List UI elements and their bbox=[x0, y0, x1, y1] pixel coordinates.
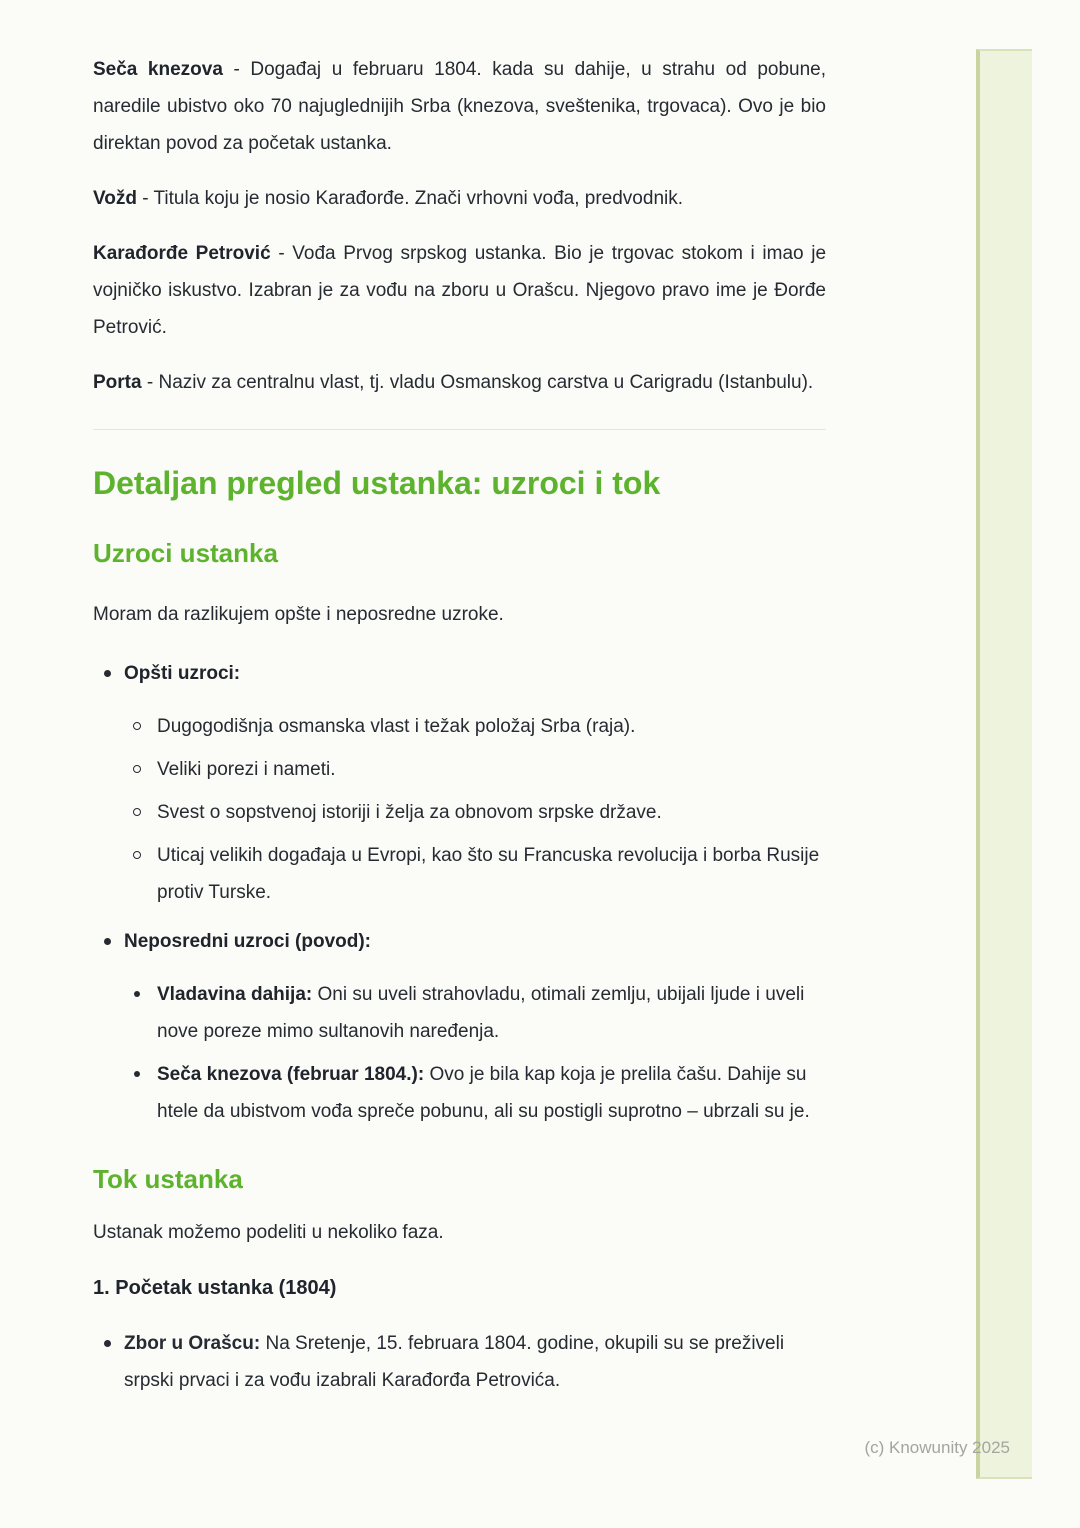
list-item: Svest o sopstvenoj istoriji i želja za obnovom srpske države. bbox=[124, 794, 826, 831]
list-item bbox=[124, 976, 826, 1050]
document-content bbox=[93, 0, 826, 1399]
definition-seca-knezova bbox=[93, 51, 826, 162]
copyright-watermark: (c) Knowunity 2025 bbox=[864, 1438, 1010, 1457]
list-item bbox=[124, 1056, 826, 1130]
list-item: Uticaj velikih događaja u Evropi, kao što su Francuska revolucija i borba Rusije protiv Turske. bbox=[124, 837, 826, 911]
list-item-text: Na Sretenje, 15. februara 1804. godine, okupili su se preživeli srpski prvaci i za vođu izabrali Karađorđa Petrovića. bbox=[124, 1333, 785, 1391]
definition-text: Vođa Prvog srpskog ustanka. Bio je trgovac stokom i imao je vojničko iskustvo. Izabran je za vođu na zboru u Orašcu. Njegovo pravo ime je Đorđe Petrović. bbox=[93, 243, 827, 338]
opsti-uzroci-sublist bbox=[124, 708, 826, 911]
tok-intro: Ustanak možemo podeliti u nekoliko faza. bbox=[93, 1222, 444, 1243]
definition-separator: - bbox=[142, 188, 149, 209]
list-item-term: Seča knezova (februar 1804.): bbox=[157, 1064, 425, 1085]
definition-text: Događaj u februaru 1804. kada su dahije, u strahu od pobune, naredile ubistvo oko 70 najuglednijih Srba (knezova, sveštenika, trgovaca). Ovo je bio direktan povod za početak ustanka. bbox=[93, 59, 827, 154]
definition-separator: - bbox=[146, 372, 154, 393]
definition-vozd bbox=[93, 180, 826, 217]
opsti-uzroci-label: Opšti uzroci: bbox=[124, 663, 241, 684]
neposredni-uzroci-label: Neposredni uzroci (povod): bbox=[124, 931, 371, 952]
section-divider bbox=[93, 429, 826, 430]
definition-separator: - bbox=[278, 243, 285, 264]
definition-text: Naziv za centralnu vlast, tj. vladu Osmanskog carstva u Carigradu (Istanbulu). bbox=[158, 372, 814, 393]
list-item-term: Zbor u Orašcu: bbox=[124, 1333, 261, 1354]
list-item-term: Vladavina dahija: bbox=[157, 984, 313, 1005]
list-item-text: Oni su uveli strahovladu, otimali zemlju, ubijali ljude i uveli nove poreze mimo sultanovih naređenja. bbox=[157, 984, 805, 1042]
list-item-opsti-uzroci bbox=[93, 655, 826, 911]
uzroci-intro: Moram da razlikujem opšte i neposredne uzroke. bbox=[93, 604, 504, 625]
list-item-neposredni-uzroci bbox=[93, 923, 826, 1130]
section-title: Detaljan pregled ustanka: uzroci i tok bbox=[93, 465, 661, 501]
uzroci-list bbox=[93, 655, 826, 1130]
heading-uzroci-ustanka: Uzroci ustanka bbox=[93, 538, 278, 568]
page-edge-highlight bbox=[976, 49, 1032, 1479]
definition-text: Titula koju je nosio Karađorđe. Znači vrhovni vođa, predvodnik. bbox=[153, 188, 684, 209]
heading-tok-ustanka: Tok ustanka bbox=[93, 1164, 243, 1194]
list-item: Dugogodišnja osmanska vlast i težak položaj Srba (raja). bbox=[124, 708, 826, 745]
phase1-title: 1. Početak ustanka (1804) bbox=[93, 1277, 337, 1299]
definition-term: Porta bbox=[93, 372, 142, 393]
neposredni-uzroci-sublist bbox=[124, 976, 826, 1130]
list-item-zbor-u-orascu bbox=[93, 1325, 826, 1399]
definition-separator: - bbox=[233, 59, 240, 80]
definition-term: Karađorđe Petrović bbox=[93, 243, 271, 264]
definition-term: Seča knezova bbox=[93, 59, 223, 80]
definition-karadjordje bbox=[93, 235, 826, 346]
definitions-block bbox=[93, 51, 826, 401]
list-item-text: Ovo je bila kap koja je prelila čašu. Dahije su htele da ubistvom vođa spreče pobunu, ali su postigli suprotno – ubrzali su je. bbox=[157, 1064, 810, 1122]
tok-list bbox=[93, 1325, 826, 1399]
definition-term: Vožd bbox=[93, 188, 137, 209]
list-item: Veliki porezi i nameti. bbox=[124, 751, 826, 788]
definition-porta bbox=[93, 364, 826, 401]
